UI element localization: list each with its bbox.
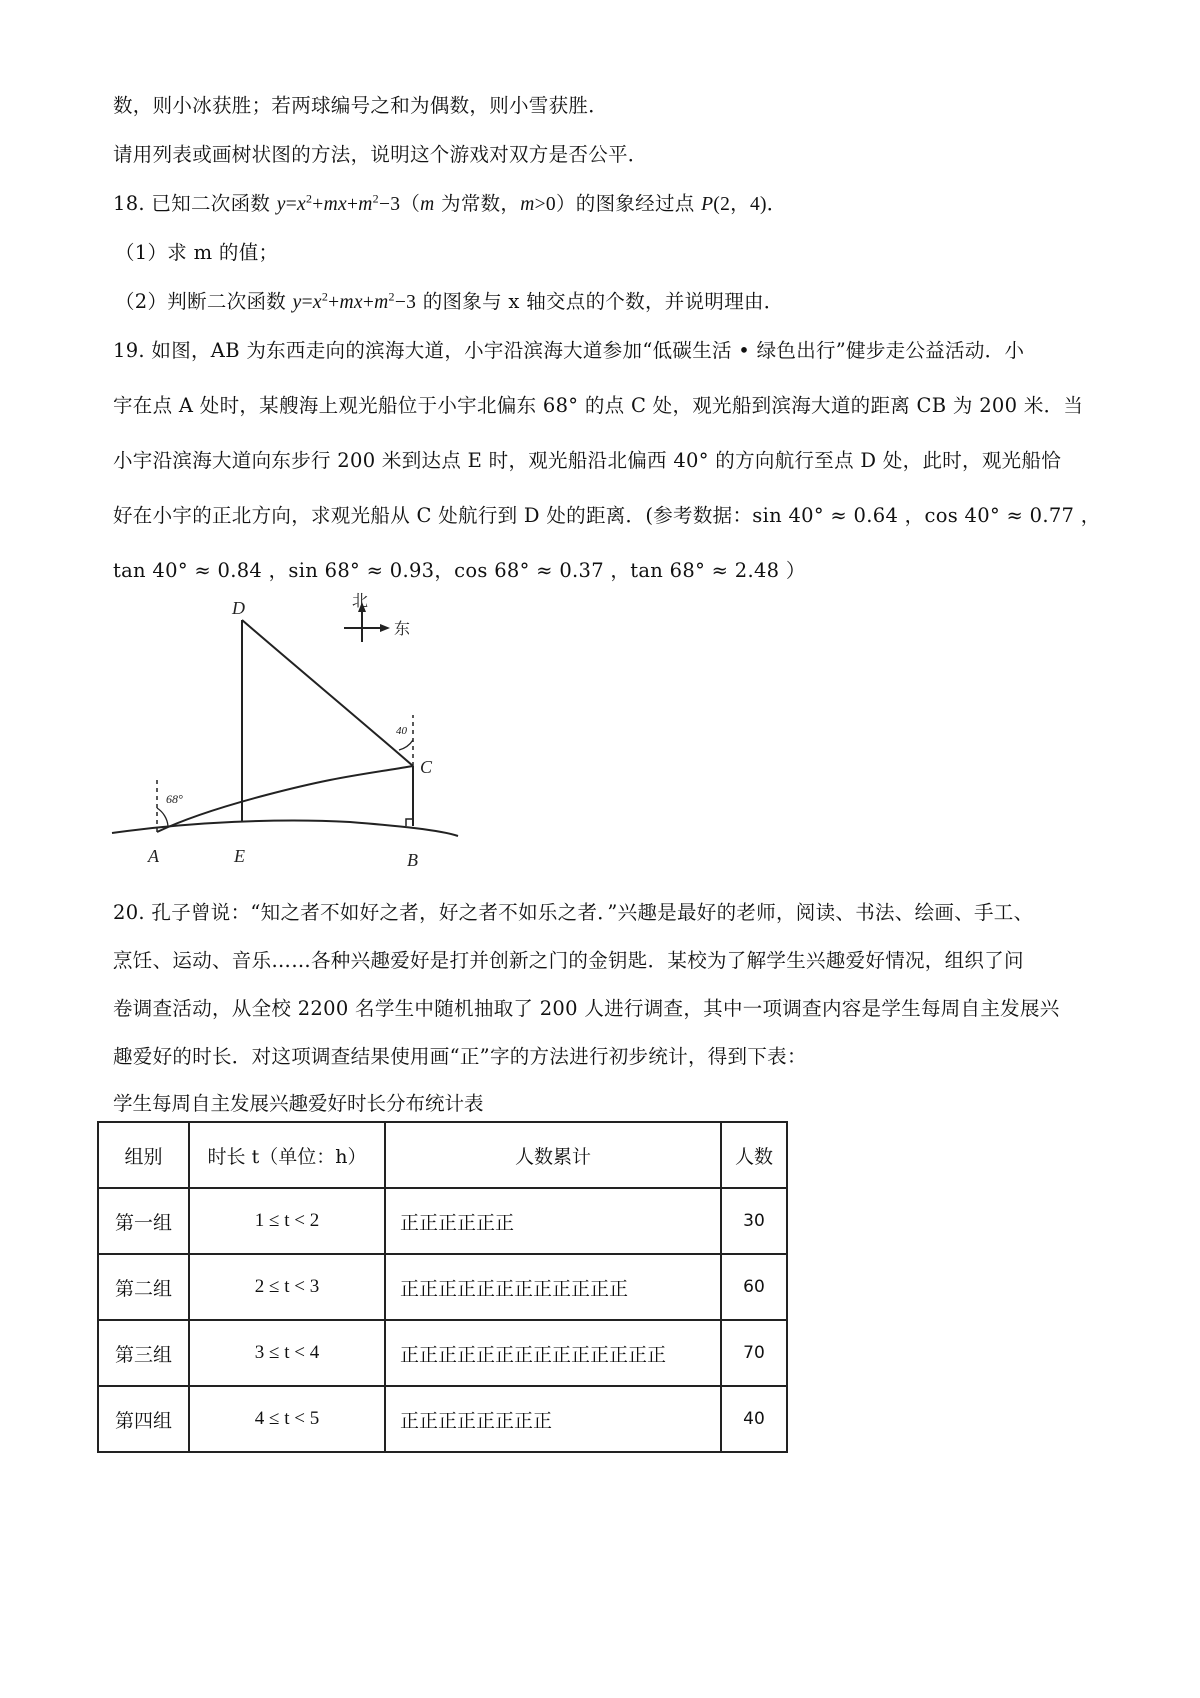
- table-caption: 学生每周自主发展兴趣爱好时长分布统计表: [113, 1092, 484, 1115]
- cell-group: 第四组: [98, 1386, 189, 1452]
- q20-line-3: 卷调查活动，从全校 2200 名学生中随机抽取了 200 人进行调查，其中一项调查内容是学生每周自主发展兴: [113, 997, 1060, 1020]
- header-duration: 时长 t（单位：h）: [189, 1122, 385, 1188]
- intro-line-1: 数，则小冰获胜；若两球编号之和为偶数，则小雪获胜．: [113, 94, 609, 117]
- q20-line-2: 烹饪、运动、音乐……各种兴趣爱好是打并创新之门的金钥匙．某校为了解学生兴趣爱好情况，组织了问: [113, 949, 1024, 972]
- header-group: 组别: [98, 1122, 189, 1188]
- angle-label-68: 68°: [166, 792, 183, 806]
- header-tally: 人数累计: [385, 1122, 721, 1188]
- q19-geometry-figure: [100, 590, 470, 880]
- q20-line-4: 趣爱好的时长．对这项调查结果使用画“正”字的方法进行初步统计，得到下表：: [113, 1045, 807, 1068]
- angle-label-40: 40: [396, 725, 407, 737]
- q18-function-expression: $y=x^2+mx+m^2-3$: [276, 191, 401, 215]
- angle-arc-a: [157, 808, 168, 826]
- q18-paren-open: （: [400, 192, 421, 215]
- angle-arc-c: [399, 740, 413, 750]
- cell-tally: 正正正正正正: [385, 1188, 721, 1254]
- table-row: [98, 1188, 787, 1254]
- cell-count: 30: [721, 1188, 787, 1254]
- q18-const-text: 为常数，: [434, 192, 521, 215]
- cell-range: 1 ≤ t < 2: [189, 1188, 385, 1254]
- label-d: D: [232, 598, 245, 618]
- q19-line-2: 宇在点 A 处时，某艘海上观光船位于小宇北偏东 68° 的点 C 处，观光船到滨海大道的距离 CB 为 200 米．当: [113, 394, 1084, 417]
- q18-stem-prefix: 18. 已知二次函数: [113, 192, 277, 215]
- cell-count: 70: [721, 1320, 787, 1386]
- cell-group: 第三组: [98, 1320, 189, 1386]
- q18-part-2: [115, 286, 784, 314]
- label-e: E: [234, 846, 245, 866]
- label-c: C: [420, 757, 433, 777]
- q19-line-3: 小宇沿滨海大道向东步行 200 米到达点 E 时，观光船沿北偏西 40° 的方向航行至点 D 处，此时，观光船恰: [113, 449, 1062, 472]
- q18-part2-suffix: 的图象与 x 轴交点的个数，并说明理由．: [416, 290, 784, 313]
- intro-line-2: 请用列表或画树状图的方法，说明这个游戏对双方是否公平．: [113, 143, 648, 166]
- cell-group: 第一组: [98, 1188, 189, 1254]
- cell-range: 3 ≤ t < 4: [189, 1320, 385, 1386]
- q18-part-1: （1）求 m 的值；: [115, 241, 279, 264]
- q20-line-1: 20. 孔子曾说：“知之者不如好之者，好之者不如乐之者．”兴趣是最好的老师，阅读、书法、绘画、手工、: [113, 901, 1034, 924]
- table-row: [98, 1386, 787, 1452]
- compass-east-arrowhead: [380, 624, 390, 632]
- cell-range: 2 ≤ t < 3: [189, 1254, 385, 1320]
- cell-group: 第二组: [98, 1254, 189, 1320]
- cell-count: 40: [721, 1386, 787, 1452]
- cell-tally: 正正正正正正正正正正正正: [385, 1254, 721, 1320]
- compass-north-label: 北: [352, 591, 369, 610]
- q19-line-5: tan 40° ≈ 0.84 ，sin 68° ≈ 0.93，cos 68° ≈ 0.37 ，tan 68° ≈ 2.48 ）: [113, 559, 806, 582]
- q18-part2-expression: $y=x^2+mx+m^2-3$: [292, 289, 417, 313]
- cell-count: 60: [721, 1254, 787, 1320]
- right-angle-mark: [406, 819, 413, 826]
- label-a: A: [148, 846, 159, 866]
- route-ac: [157, 766, 413, 832]
- q18-cond-text: ）的图象经过点: [555, 192, 702, 215]
- q18-stem: 18. 已知二次函数 $y=x^2+mx+m^2-3(m$ 为常数，m>0）的图象经过点 P(2，4)．: [113, 191, 787, 215]
- cell-tally: 正正正正正正正正正正正正正正: [385, 1320, 721, 1386]
- header-count: 人数: [721, 1122, 787, 1188]
- label-b: B: [407, 850, 418, 870]
- route-dc: [242, 620, 413, 766]
- cell-range: 4 ≤ t < 5: [189, 1386, 385, 1452]
- cell-tally: 正正正正正正正正: [385, 1386, 721, 1452]
- table-row: [98, 1320, 787, 1386]
- q19-line-4: 好在小宇的正北方向，求观光船从 C 处航行到 D 处的距离．(参考数据：sin 40° ≈ 0.64 ，cos 40° ≈ 0.77 ，: [113, 504, 1101, 527]
- table-row: [98, 1254, 787, 1320]
- table-header-row: [98, 1122, 787, 1188]
- compass-east-label: 东: [394, 619, 411, 638]
- q19-line-1: 19. 如图，AB 为东西走向的滨海大道，小宇沿滨海大道参加“低碳生活 • 绿色出行”健步走公益活动．小: [113, 339, 1025, 362]
- time-distribution-table: [97, 1121, 788, 1453]
- q18-point: (2，4)．: [713, 194, 787, 215]
- q18-part2-prefix: （2）判断二次函数: [115, 290, 293, 313]
